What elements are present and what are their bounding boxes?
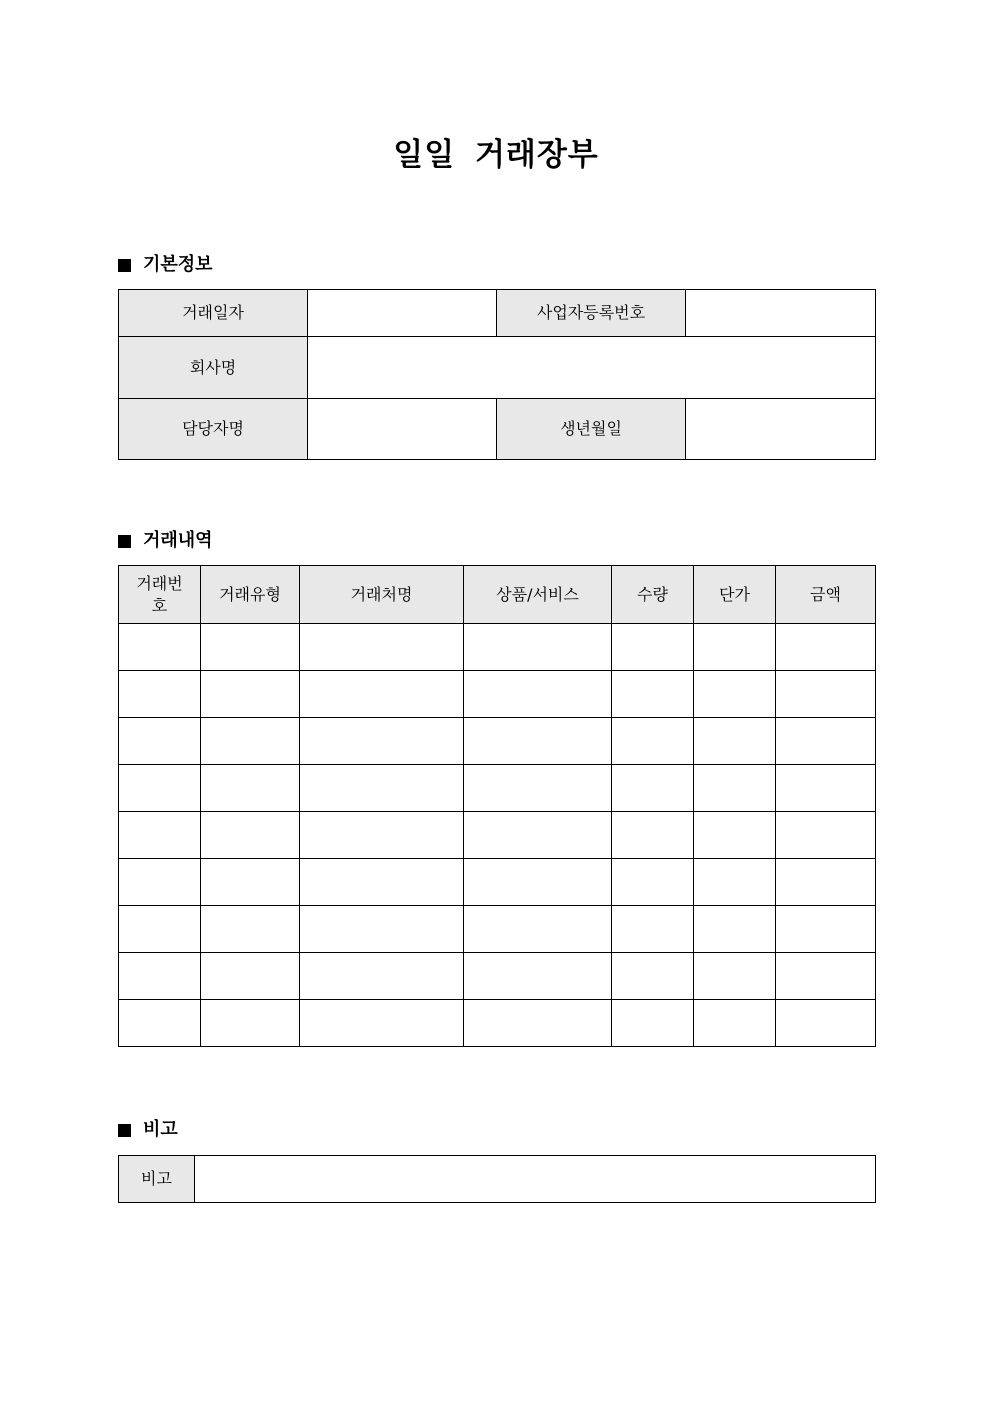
basic-info-row [119, 290, 876, 337]
transactions-header-row [119, 566, 876, 624]
transaction-number-cell[interactable] [119, 953, 201, 1000]
unit-price-cell[interactable] [694, 812, 776, 859]
amount-cell[interactable] [776, 624, 876, 671]
remarks-row [119, 1156, 876, 1203]
transactions-heading-text: 거래내역 [143, 530, 213, 551]
product-service-cell[interactable] [464, 1000, 612, 1047]
product-service-cell[interactable] [464, 671, 612, 718]
client-name-cell[interactable] [300, 953, 464, 1000]
business-number-field[interactable] [686, 290, 876, 337]
table-row [119, 812, 876, 859]
unit-price-cell[interactable] [694, 718, 776, 765]
transaction-date-label: 거래일자 [119, 290, 308, 337]
client-name-cell[interactable] [300, 859, 464, 906]
transaction-number-cell[interactable] [119, 812, 201, 859]
amount-cell[interactable] [776, 859, 876, 906]
transaction-number-cell[interactable] [119, 1000, 201, 1047]
company-name-field[interactable] [308, 337, 876, 399]
product-service-cell[interactable] [464, 906, 612, 953]
quantity-cell[interactable] [612, 624, 694, 671]
amount-cell[interactable] [776, 953, 876, 1000]
amount-cell[interactable] [776, 765, 876, 812]
birth-date-field[interactable] [686, 399, 876, 460]
table-row [119, 624, 876, 671]
client-name-cell[interactable] [300, 718, 464, 765]
quantity-cell[interactable] [612, 812, 694, 859]
client-name-cell[interactable] [300, 906, 464, 953]
product-service-cell[interactable] [464, 953, 612, 1000]
remarks-table [118, 1155, 876, 1203]
table-row [119, 953, 876, 1000]
column-header-transaction-type: 거래유형 [201, 566, 300, 624]
business-number-label: 사업자등록번호 [497, 290, 686, 337]
transaction-type-cell[interactable] [201, 859, 300, 906]
column-header-quantity: 수량 [612, 566, 694, 624]
table-row [119, 906, 876, 953]
column-header-transaction-number: 거래번호 [119, 566, 201, 624]
amount-cell[interactable] [776, 1000, 876, 1047]
transaction-type-cell[interactable] [201, 812, 300, 859]
black-square-icon [118, 1124, 131, 1137]
table-row [119, 765, 876, 812]
remarks-field[interactable] [195, 1156, 876, 1203]
quantity-cell[interactable] [612, 953, 694, 1000]
column-header-amount: 금액 [776, 566, 876, 624]
transaction-type-cell[interactable] [201, 718, 300, 765]
product-service-cell[interactable] [464, 859, 612, 906]
amount-cell[interactable] [776, 671, 876, 718]
transaction-type-cell[interactable] [201, 953, 300, 1000]
transaction-date-field[interactable] [308, 290, 497, 337]
unit-price-cell[interactable] [694, 624, 776, 671]
transaction-number-cell[interactable] [119, 671, 201, 718]
transaction-number-cell[interactable] [119, 624, 201, 671]
transaction-type-cell[interactable] [201, 1000, 300, 1047]
table-row [119, 718, 876, 765]
basic-info-table [118, 289, 876, 460]
transaction-number-cell[interactable] [119, 718, 201, 765]
quantity-cell[interactable] [612, 671, 694, 718]
table-row [119, 671, 876, 718]
transaction-number-cell[interactable] [119, 765, 201, 812]
table-row [119, 859, 876, 906]
transaction-type-cell[interactable] [201, 671, 300, 718]
black-square-icon [118, 535, 131, 548]
company-name-label: 회사명 [119, 337, 308, 399]
basic-info-heading-text: 기본정보 [143, 254, 213, 275]
black-square-icon [118, 259, 131, 272]
contact-person-field[interactable] [308, 399, 497, 460]
product-service-cell[interactable] [464, 718, 612, 765]
birth-date-label: 생년월일 [497, 399, 686, 460]
column-header-client-name: 거래처명 [300, 566, 464, 624]
client-name-cell[interactable] [300, 624, 464, 671]
basic-info-row [119, 399, 876, 460]
unit-price-cell[interactable] [694, 906, 776, 953]
product-service-cell[interactable] [464, 765, 612, 812]
client-name-cell[interactable] [300, 1000, 464, 1047]
table-row [119, 1000, 876, 1047]
basic-info-heading [118, 253, 213, 277]
client-name-cell[interactable] [300, 812, 464, 859]
remarks-heading-text: 비고 [143, 1119, 178, 1140]
transaction-number-cell[interactable] [119, 906, 201, 953]
product-service-cell[interactable] [464, 812, 612, 859]
unit-price-cell[interactable] [694, 671, 776, 718]
document-title: 일일 거래장부 [393, 137, 599, 173]
quantity-cell[interactable] [612, 718, 694, 765]
unit-price-cell[interactable] [694, 765, 776, 812]
product-service-cell[interactable] [464, 624, 612, 671]
transactions-table [118, 565, 876, 1047]
transaction-type-cell[interactable] [201, 624, 300, 671]
quantity-cell[interactable] [612, 765, 694, 812]
client-name-cell[interactable] [300, 671, 464, 718]
client-name-cell[interactable] [300, 765, 464, 812]
transactions-heading [118, 529, 213, 553]
column-header-unit-price: 단가 [694, 566, 776, 624]
quantity-cell[interactable] [612, 859, 694, 906]
unit-price-cell[interactable] [694, 1000, 776, 1047]
remarks-label: 비고 [119, 1156, 195, 1203]
quantity-cell[interactable] [612, 906, 694, 953]
remarks-heading [118, 1118, 178, 1142]
unit-price-cell[interactable] [694, 953, 776, 1000]
amount-cell[interactable] [776, 718, 876, 765]
transaction-type-cell[interactable] [201, 765, 300, 812]
amount-cell[interactable] [776, 812, 876, 859]
basic-info-row [119, 337, 876, 399]
column-header-product-service: 상품/서비스 [464, 566, 612, 624]
transaction-number-cell[interactable] [119, 859, 201, 906]
quantity-cell[interactable] [612, 1000, 694, 1047]
amount-cell[interactable] [776, 906, 876, 953]
transaction-rows [119, 624, 876, 1047]
transaction-type-cell[interactable] [201, 906, 300, 953]
unit-price-cell[interactable] [694, 859, 776, 906]
contact-person-label: 담당자명 [119, 399, 308, 460]
